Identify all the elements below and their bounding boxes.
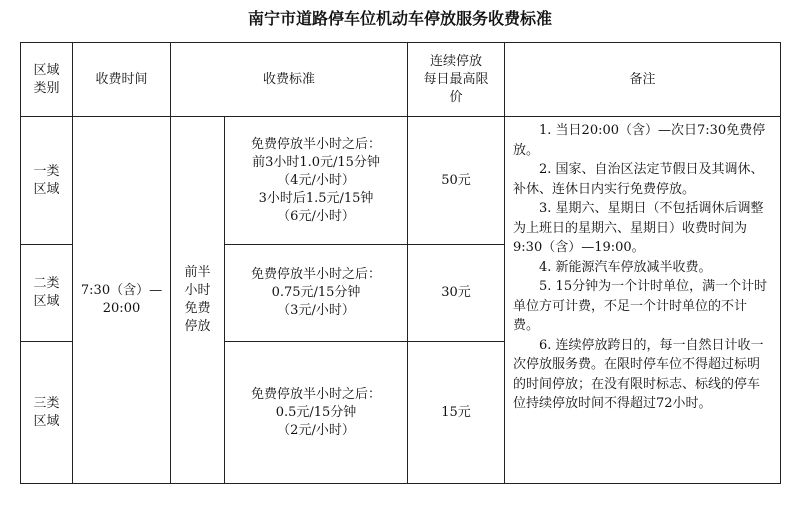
header-notes: 备注 <box>505 43 781 117</box>
charge-time-cell: 7:30（含）— 20:00 <box>73 117 171 484</box>
table-row-zone1 <box>21 117 781 245</box>
zone2-label: 二类 区域 <box>21 245 73 342</box>
zone2-price: 免费停放半小时之后： 0.75元/15分钟 （3元/小时） <box>225 245 408 342</box>
zone3-daily-cap: 15元 <box>408 342 505 484</box>
zone3-label: 三类 区域 <box>21 342 73 484</box>
header-fee-standard: 收费标准 <box>171 43 408 117</box>
header-zone-category: 区域 类别 <box>21 43 73 117</box>
zone3-price: 免费停放半小时之后： 0.5元/15分钟 （2元/小时） <box>225 342 408 484</box>
zone1-price: 免费停放半小时之后： 前3小时1.0元/15分钟 （4元/小时） 3小时后1.5元/15钟 （6元/小时） <box>225 117 408 245</box>
notes-cell <box>505 117 781 484</box>
note-2: 2. 国家、自治区法定节假日及其调休、补休、连休日内实行免费停放。 <box>513 162 764 197</box>
zone2-daily-cap: 30元 <box>408 245 505 342</box>
header-charge-time: 收费时间 <box>73 43 171 117</box>
note-1: 1. 当日20:00（含）—次日7:30免费停放。 <box>513 123 766 158</box>
zone1-daily-cap: 50元 <box>408 117 505 245</box>
zone1-label: 一类 区域 <box>21 117 73 245</box>
free-half-hour-cell: 前半 小时 免费 停放 <box>171 117 225 484</box>
note-4: 4. 新能源汽车停放减半收费。 <box>539 259 712 275</box>
header-daily-cap: 连续停放 每日最高限 价 <box>408 43 505 117</box>
header-row <box>21 43 781 117</box>
document-title: 南宁市道路停车位机动车停放服务收费标准 <box>247 9 552 28</box>
note-3: 3. 星期六、星期日（不包括调休后调整为上班日的星期六、星期日）收费时间为9:30（含）—19:00。 <box>513 201 764 255</box>
fee-table <box>20 42 781 484</box>
note-6: 6. 连续停放跨日的，每一自然日计收一次停放服务费。在限时停车位不得超过标明的时间停放；在没有限时标志、标线的停车位持续停放时间不得超过72小时。 <box>513 337 764 411</box>
note-5: 5. 15分钟为一个计时单位，满一个计时单位方可计费，不足一个计时单位的不计费。 <box>513 279 768 333</box>
